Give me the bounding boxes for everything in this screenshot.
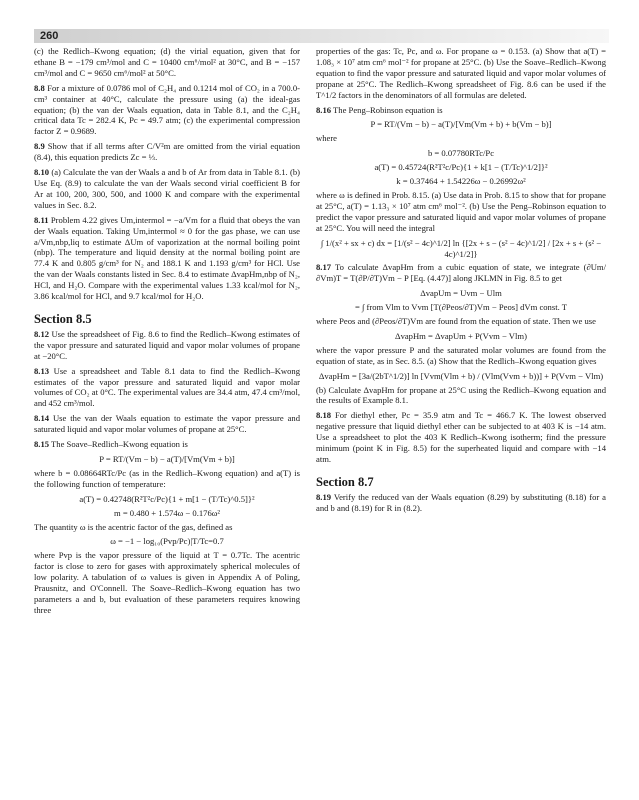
problem-8-9 <box>34 141 300 163</box>
left-column <box>34 46 300 620</box>
problem-text: The Soave–Redlich–Kwong equation is <box>51 439 188 450</box>
omega-text: where Pvp is the vapor pressure of the liquid at T = 0.7Tc. The acentric factor is close to zero for gases with approximately spherical molecules of low polarity. A tabulation of ω values is given in Appendix A of Poling, Prausnitz, and O'Connell. The Soave–Redlich–Kwong equation has two parameters a and b, but evaluation of these parameters requires knowing three <box>34 550 300 615</box>
equation-peng-robinson: P = RT/(Vm − b) − a(T)/[Vm(Vm + b) + b(Vm − b)] <box>370 119 552 130</box>
problem-text: (a) Calculate the van der Waals a and b of Ar from data in Table 8.1. (b) Use Eq. (8.9) to calculate the van der Waals second virial coefficient B for Ar at 100, 200, 300, 500, and 1000 K and compare with the experimental values in Sec. 8.2. <box>34 167 300 210</box>
equation-integral: ∫ 1/(x² + sx + c) dx = [1/(s² − 4c)^1/2] ln {[2x + s − (s² − 4c)^1/2] / [2x + s + (s² − 4c)^1/2]} <box>320 237 602 259</box>
problem-number: 8.9 <box>34 141 45 152</box>
problem-text: To calculate ΔvapHm from a cubic equation of state, we integrate (∂Um/∂Vm)T = T(∂P/∂T)Vm − P [Eq. (4.47)] along JKLMN in Fig. 8.5 to get <box>316 262 606 284</box>
problem-number: 8.14 <box>34 413 50 424</box>
equation-a-of-t: a(T) = 0.42748(R²T²c/Pc){1 + m[1 − (T/Tc)^0.5]}² <box>79 493 255 504</box>
omega-intro-text: The quantity ω is the acentric factor of the gas, defined as <box>34 521 233 532</box>
problem-8-16-text: where ω is defined in Prob. 8.15. (a) Use data in Prob. 8.15 to show that for propane at 25°C, a(T) = 1.13₃ × 10⁷ atm cm⁶ mol⁻². (b) Use the Peng–Robinson equation to predict the vapor pressure and saturated liquid and vapor molar volumes of propane at 25°C. You will need the integral <box>316 189 606 233</box>
section-heading-8-5: Section 8.5 <box>34 311 92 326</box>
problem-8-13 <box>34 366 300 410</box>
problem-number: 8.17 <box>316 262 332 273</box>
problem-8-15 <box>34 439 300 450</box>
problem-number: 8.13 <box>34 365 50 376</box>
problem-8-14 <box>34 413 300 435</box>
problem-8-12 <box>34 329 300 362</box>
equation-a-of-t-pr: a(T) = 0.45724(R²T²c/Pc){1 + k[1 − (T/Tc)^1/2]}² <box>374 162 548 173</box>
problem-text: Use the spreadsheet of Fig. 8.6 to find the Redlich–Kwong estimates of the vapor pressure and saturated liquid and vapor molar volumes of propane at −20°C. <box>34 328 300 361</box>
problem-text: Use the van der Waals equation to estimate the vapor pressure and saturated liquid and vapor molar volumes of propane at 25°C. <box>34 413 300 435</box>
problem-text: Show that if all terms after C/V²m are omitted from the virial equation (8.4), this equation predicts Zc = ⅓. <box>34 141 300 163</box>
where-label: where <box>316 133 337 144</box>
section-heading-8-7: Section 8.7 <box>316 474 374 489</box>
problem-8-8 <box>34 83 300 138</box>
equation-rk-delta-h: ΔvapHm = [3a/(2bT^1/2)] ln [Vvm(Vlm + b) / (Vlm(Vvm + b))] + P(Vvm − Vlm) <box>318 370 604 381</box>
problem-8-17-text-d: (b) Calculate ΔvapHm for propane at 25°C using the Redlich–Kwong equation and the results of Example 8.1. <box>316 384 606 406</box>
equation-omega: ω = −1 − log₁₀(Pvp/Pc)|T/Tc=0.7 <box>110 536 224 547</box>
equation-m: m = 0.480 + 1.574ω − 0.176ω² <box>113 507 220 518</box>
problem-number: 8.8 <box>34 82 45 93</box>
problem-text: For a mixture of 0.0786 mol of C₂H₄ and 0.1214 mol of CO₂ in a 700.0-cm³ container at 40°C, calculate the pressure using (a) the ideal-gas equation; (b) the van der Waals equation, data in Table 8.1, and the C₂H₄ critical data Tc = 282.4 K, Pc = 49.7 atm; (c) the experimental compression factor Z = 0.9689. <box>34 82 300 137</box>
problem-text: The Peng–Robinson equation is <box>333 104 443 115</box>
continued-problem-8-15: properties of the gas: Tc, Pc, and ω. For propane ω = 0.153. (a) Show that a(T) = 1.08₃ × 10⁷ atm cm⁶ mol⁻² for propane at 25°C. (b) Use the Soave–Redlich–Kwong equation to find the vapor pressure and saturated liquid and vapor molar volumes of propane at 25°C. The Redlich–Kwong spreadsheet of Fig. 8.6 can be used if the T^1/2 factors in the denominators of all formulas are deleted. <box>316 46 606 100</box>
header-bar <box>34 29 609 43</box>
problem-number: 8.12 <box>34 328 50 339</box>
problem-8-17-text-b: where Peos and (∂Peos/∂T)Vm are found from the equation of state. Then we use <box>316 316 596 327</box>
problem-8-17-text-c: where the vapor pressure P and the saturated molar volumes are found from the equation of state, as in Sec. 8.5. (a) Show that the Redlich–Kwong equation gives <box>316 344 606 366</box>
page-header <box>34 29 609 43</box>
problem-text: Use a spreadsheet and Table 8.1 data to find the Redlich–Kwong estimates of the vapor pressure and saturated liquid and vapor molar volumes of CO₂ at 0°C. The experimental values are 34.4 atm, 47.4 cm³/mol, and 452 cm³/mol. <box>34 365 300 409</box>
problem-number: 8.11 <box>34 214 49 225</box>
equation-k: k = 0.37464 + 1.54226ω − 0.26992ω² <box>396 176 526 187</box>
problem-number: 8.10 <box>34 167 50 178</box>
problem-text: Problem 4.22 gives Um,intermol = −a/Vm for a fluid that obeys the van der Waals equation. Taking Um,intermol ≈ 0 for the gas phase, we can use a/Vm,nbp,liq to estimate ΔUm of vaporization at the normal boiling point (nbp). The temperature and liquid density at the normal boiling point are 77.4 K and 0.805 g/cm³ for N₂ and 188.1 K and 1.193 g/cm³ for HCl. Use the van der Waals constants listed in Sec. 8.4 to estimate ΔvapHm,nbp of N₂, HCl, and H₂O. Compare with the experimental values 1.33 kcal/mol for N₂, 3.86 kcal/mol for HCl, and 9.7 kcal/mol for H₂O. <box>34 214 300 302</box>
equation-delta-u: ΔvapUm = Uvm − Ulm <box>420 288 502 299</box>
problem-number: 8.16 <box>316 104 332 115</box>
problem-8-16 <box>316 105 606 116</box>
problem-8-18 <box>316 410 606 465</box>
problem-number: 8.18 <box>316 410 332 421</box>
equation-b: b = 0.07780RTc/Pc <box>427 148 495 159</box>
problem-8-19 <box>316 492 606 514</box>
problem-text: For diethyl ether, Pc = 35.9 atm and Tc = 466.7 K. The lowest observed negative pressure that liquid diethyl ether can be subjected to at 403 K is −14 atm. Use a spreadsheet to plot the 403 K Redlich–Kwong isotherm; find the pressure minimum (point K in Fig. 8.5) for the superheated liquid and compare with −14 atm. <box>316 410 606 464</box>
problem-8-10 <box>34 167 300 211</box>
equation-delta-h: ΔvapHm = ΔvapUm + P(Vvm − Vlm) <box>395 330 527 341</box>
problem-8-11 <box>34 215 300 302</box>
equation-delta-u-integral: = ∫ from Vlm to Vvm [T(∂Peos/∂T)Vm − Peos] dVm const. T <box>355 302 567 313</box>
page-number: 260 <box>40 30 59 42</box>
problem-8-17 <box>316 262 606 284</box>
continued-problem-text: (c) the Redlich–Kwong equation; (d) the virial equation, given that for ethane B = −179 cm³/mol and C = 10400 cm⁶/mol² at 30°C, and B = −157 cm³/mol and C = 9650 cm⁶/mol² at 50°C. <box>34 46 300 78</box>
equation-srk: P = RT/(Vm − b) − a(T)/[Vm(Vm + b)] <box>99 454 235 464</box>
problem-number: 8.15 <box>34 439 50 450</box>
srk-where-text: where b = 0.08664RTc/Pc (as in the Redlich–Kwong equation) and a(T) is the following function of temperature: <box>34 467 300 489</box>
problem-text: Verify the reduced van der Waals equation (8.29) by substituting (8.18) for a and b and (8.19) for R in (8.2). <box>316 491 606 513</box>
right-column <box>316 46 606 518</box>
problem-number: 8.19 <box>316 491 332 502</box>
